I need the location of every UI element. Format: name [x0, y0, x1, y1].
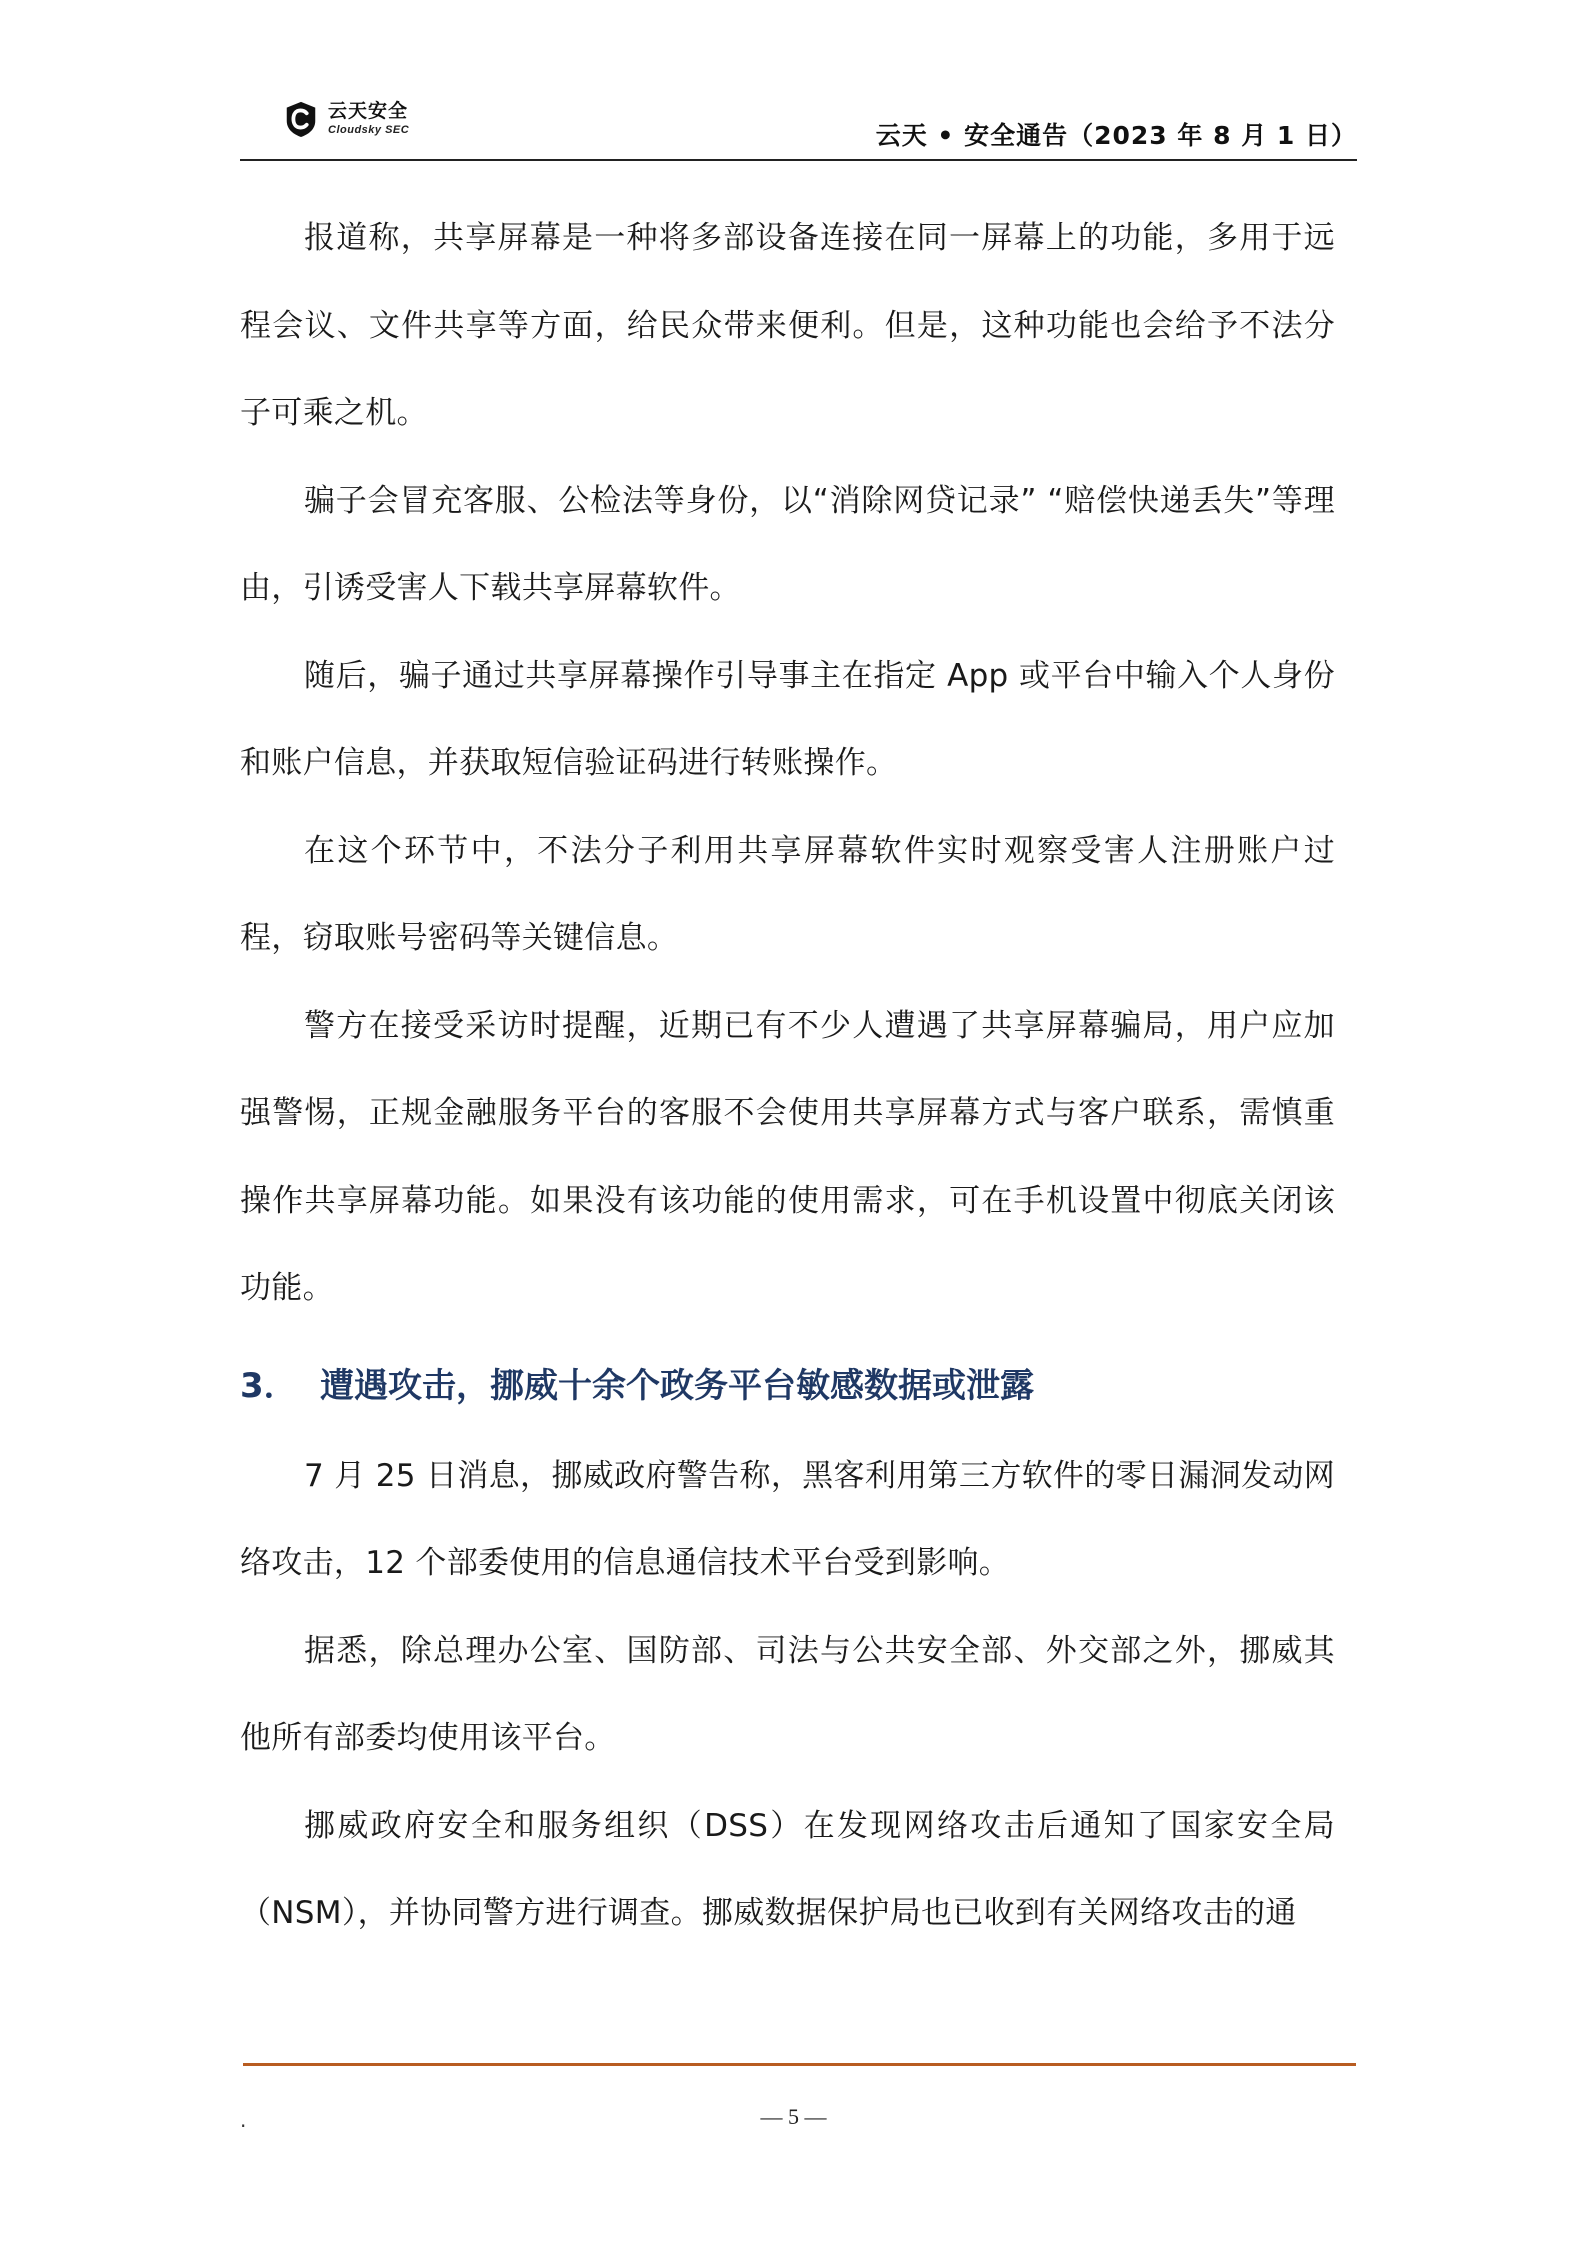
body-paragraph: 报道称，共享屏幕是一种将多部设备连接在同一屏幕上的功能，多用于远程会议、文件共享等方面，给民众带来便利。但是，这种功能也会给予不法分子可乘之机。 — [240, 220, 1335, 431]
body-paragraph: 挪威政府安全和服务组织（DSS）在发现网络攻击后通知了国家安全局（NSM），并协同警方进行调查。挪威数据保护局也已收到有关网络攻击的通 — [240, 1807, 1335, 1931]
logo-wordmark — [328, 102, 409, 136]
logo-english-name: Cloudsky SEC — [328, 124, 410, 136]
footer-mark: . — [240, 2108, 247, 2132]
page-body — [240, 195, 1335, 1958]
bulletin-title: 云天 • 安全通告（2023 年 8 月 1 日） — [875, 121, 1357, 150]
page-header — [240, 92, 1357, 160]
header-divider — [240, 159, 1357, 161]
footer-divider — [243, 2063, 1356, 2066]
page-number: — 5 — — [760, 2104, 827, 2129]
section-number: 3． — [240, 1366, 298, 1406]
section-title: 遭遇攻击，挪威十余个政务平台敏感数据或泄露 — [320, 1366, 1034, 1406]
body-paragraph: 据悉，除总理办公室、国防部、司法与公共安全部、外交部之外，挪威其他所有部委均使用该平台。 — [240, 1632, 1335, 1756]
body-paragraph: 警方在接受采访时提醒，近期已有不少人遭遇了共享屏幕骗局，用户应加强警惕，正规金融服务平台的客服不会使用共享屏幕方式与客户联系，需慎重操作共享屏幕功能。如果没有该功能的使用需求，可在手机设置中彻底关闭该功能。 — [240, 1007, 1335, 1306]
section-heading — [240, 1333, 1335, 1433]
company-logo — [282, 96, 409, 142]
cloudsky-logo-icon — [282, 100, 320, 138]
body-paragraph: 随后，骗子通过共享屏幕操作引导事主在指定 App 或平台中输入个人身份和账户信息，并获取短信验证码进行转账操作。 — [240, 657, 1335, 781]
body-paragraph: 骗子会冒充客服、公检法等身份，以“消除网贷记录” “赔偿快递丢失”等理由，引诱受害人下载共享屏幕软件。 — [240, 482, 1335, 606]
body-paragraph: 在这个环节中，不法分子利用共享屏幕软件实时观察受害人注册账户过程，窃取账号密码等关键信息。 — [240, 832, 1335, 956]
body-paragraph: 7 月 25 日消息，挪威政府警告称，黑客利用第三方软件的零日漏洞发动网络攻击，12 个部委使用的信息通信技术平台受到影响。 — [240, 1457, 1335, 1581]
logo-chinese-name: 云天安全 — [328, 100, 409, 122]
